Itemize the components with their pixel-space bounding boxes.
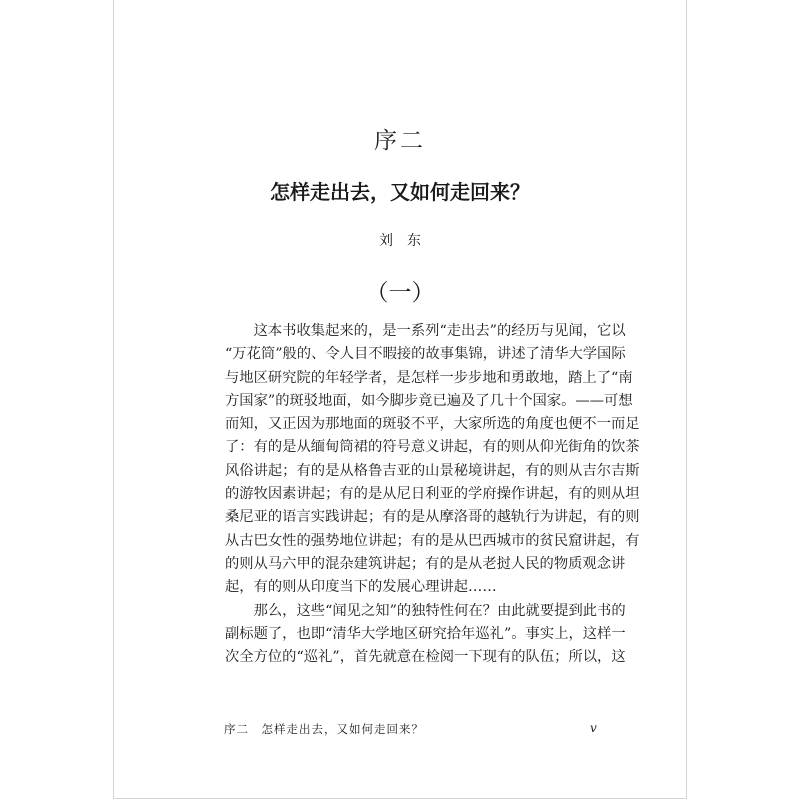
body-line: “万花筒”般的、令人目不暇接的故事集锦，讲述了清华大学国际: [225, 346, 626, 363]
body-line: 桑尼亚的语言实践讲起；有的是从摩洛哥的越轨行为讲起，有的则: [225, 509, 640, 526]
body-line: 副标题了，也即“清华大学地区研究拾年巡礼”。事实上，这样一: [225, 625, 626, 642]
body-line: 方国家”的斑驳地面，如今脚步竟已遍及了几十个国家。——可想: [225, 392, 633, 409]
page-number: v: [590, 721, 597, 735]
body-text: [225, 320, 640, 669]
author-name: 刘东: [379, 233, 435, 249]
body-line: 风俗讲起；有的是从格鲁吉亚的山景秘境讲起，有的则从吉尔吉斯: [225, 462, 640, 479]
part-heading: （一）: [365, 280, 435, 306]
body-line: 这本书收集起来的，是一系列“走出去”的经历与见闻，它以: [225, 323, 626, 339]
body-line: 与地区研究院的年轻学者，是怎样一步步地和勇敢地，踏上了“南: [225, 369, 633, 386]
body-line: 了：有的是从缅甸筒裙的符号意义讲起，有的则从仰光街角的饮茶: [225, 439, 640, 456]
body-line: 从古巴女性的强势地位讲起；有的是从巴西城市的贫民窟讲起，有: [225, 532, 640, 549]
section-title: 序二: [374, 128, 426, 154]
book-page: [113, 0, 687, 799]
chapter-title: 怎样走出去，又如何走回来？: [270, 180, 530, 204]
body-line: 的则从马六甲的混杂建筑讲起；有的是从老挝人民的物质观念讲: [225, 555, 626, 572]
running-footer: 序二 怎样走出去，又如何走回来？: [224, 722, 424, 736]
body-line: 那么，这些“闻见之知”的独特性何在？由此就要提到此书的: [225, 602, 626, 619]
body-line: 的游牧因素讲起；有的是从尼日利亚的学府操作讲起，有的则从坦: [225, 486, 640, 503]
body-line: 而知，又正因为那地面的斑驳不平，大家所选的角度也便不一而足: [225, 416, 640, 433]
body-line: 次全方位的“巡礼”，首先就意在检阅一下现有的队伍；所以，这: [225, 649, 626, 666]
body-line: 起，有的则从印度当下的发展心理讲起……: [225, 579, 497, 596]
